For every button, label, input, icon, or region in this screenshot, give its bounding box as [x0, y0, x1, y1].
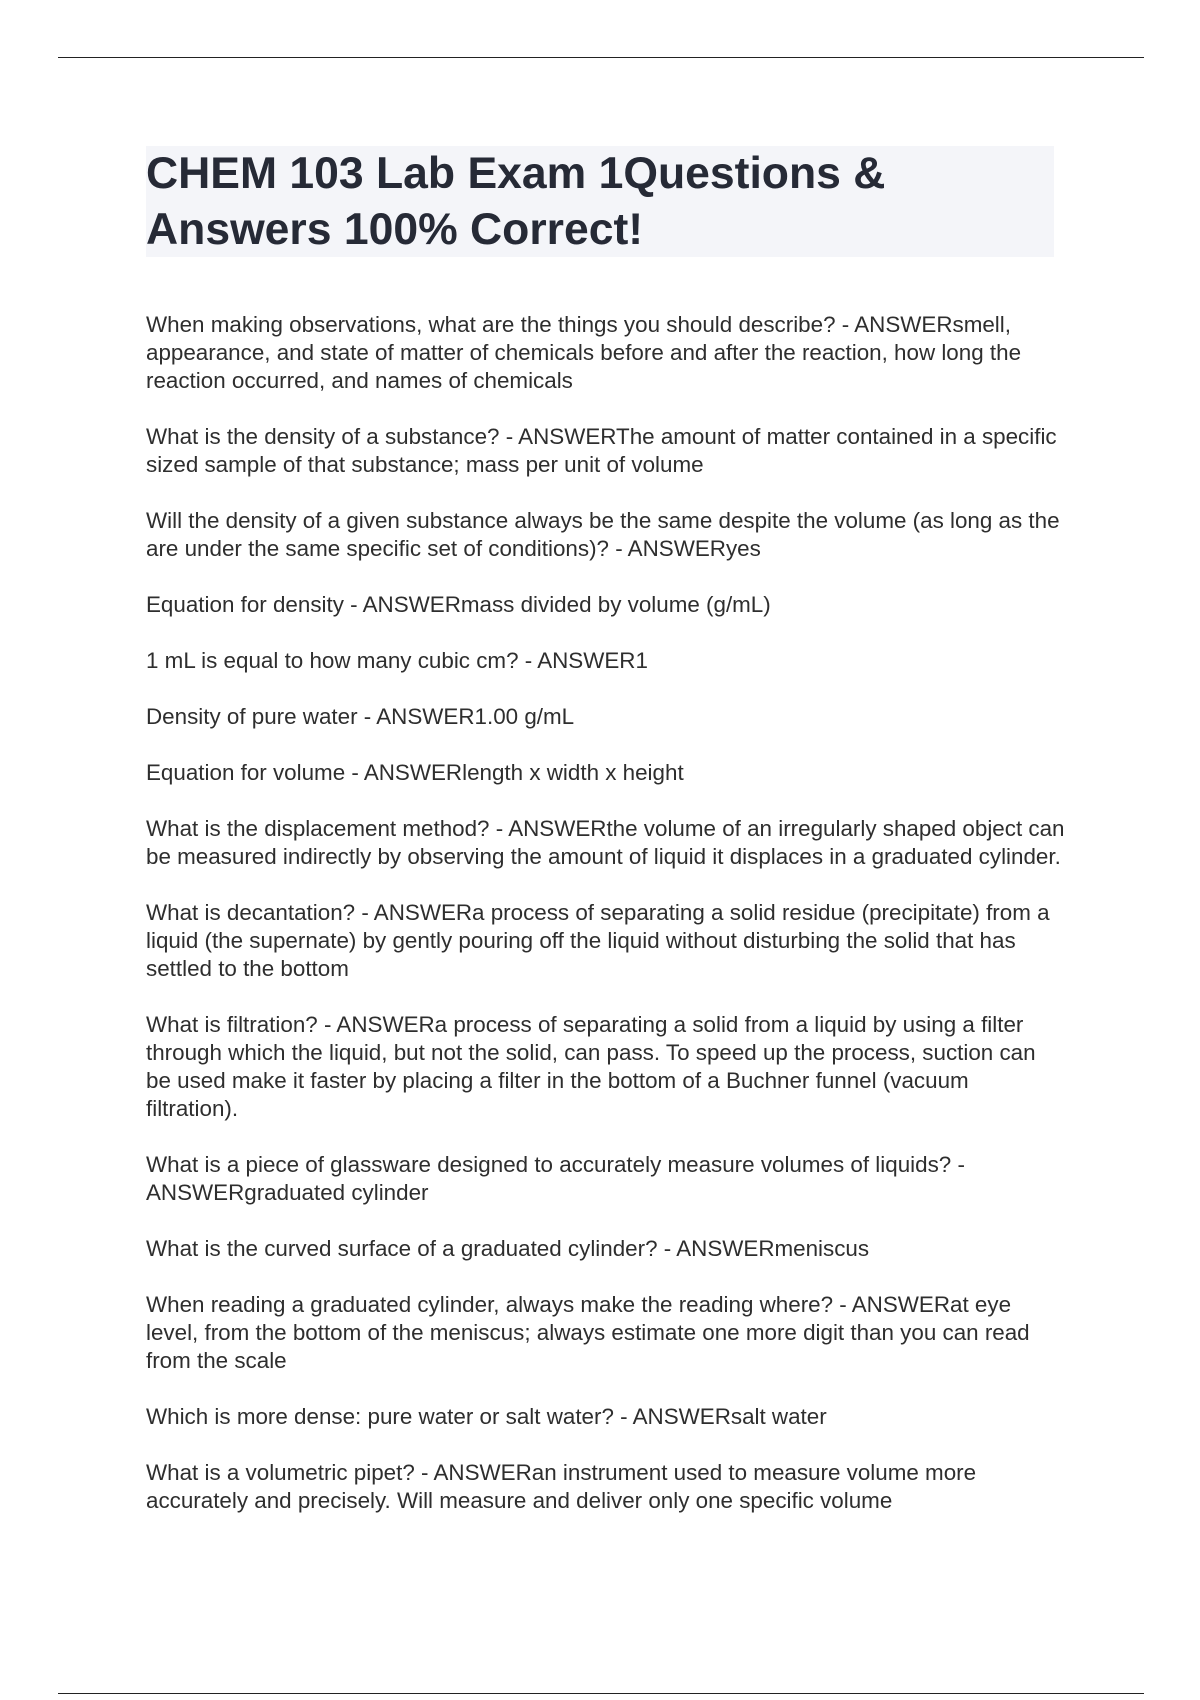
question-text: What is a volumetric pipet? -: [146, 1460, 429, 1485]
answer-text: ANSWERgraduated cylinder: [146, 1180, 429, 1205]
question-text: Which is more dense: pure water or salt water? -: [146, 1404, 628, 1429]
answer-text: ANSWERThe amount of matter contained in a specific sized sample of that substance; mass per unit of volume: [146, 424, 1057, 477]
question-text: What is the density of a substance? -: [146, 424, 514, 449]
question-text: Will the density of a given substance always be the same despite the volume (as long as the are under the same specific set of conditions)? -: [146, 508, 1060, 561]
question-text: Equation for volume -: [146, 760, 359, 785]
qa-list: [146, 311, 1066, 1543]
answer-text: ANSWERsmell, appearance, and state of matter of chemicals before and after the reaction, how long the reaction occurred, and names of chemicals: [146, 312, 1022, 393]
title-block: [146, 146, 1054, 257]
qa-item: [146, 507, 1066, 563]
question-text: Equation for density -: [146, 592, 358, 617]
qa-item: [146, 1403, 1066, 1431]
qa-item: [146, 1459, 1066, 1515]
answer-text: ANSWERsalt water: [632, 1404, 827, 1429]
answer-text: ANSWERmass divided by volume (g/mL): [362, 592, 771, 617]
bottom-divider: [58, 1693, 1144, 1694]
question-text: What is decantation? -: [146, 900, 369, 925]
question-text: 1 mL is equal to how many cubic cm? -: [146, 648, 533, 673]
answer-text: ANSWERthe volume of an irregularly shaped object can be measured indirectly by observing the amount of liquid it displaces in a graduated cylinder.: [146, 816, 1065, 869]
answer-text: ANSWERat eye level, from the bottom of the meniscus; always estimate one more digit than you can read from the scale: [146, 1292, 1030, 1373]
qa-item: [146, 311, 1066, 395]
top-divider: [58, 57, 1144, 58]
answer-text: ANSWERyes: [627, 536, 761, 561]
question-text: Density of pure water -: [146, 704, 372, 729]
question-text: What is the curved surface of a graduated cylinder? -: [146, 1236, 672, 1261]
answer-text: ANSWERlength x width x height: [363, 760, 684, 785]
question-text: What is the displacement method? -: [146, 816, 504, 841]
page-title: CHEM 103 Lab Exam 1Questions & Answers 100% Correct!: [146, 149, 886, 254]
qa-item: [146, 1151, 1066, 1207]
question-text: When making observations, what are the things you should describe? -: [146, 312, 850, 337]
answer-text: ANSWER1: [537, 648, 648, 673]
question-text: What is filtration? -: [146, 1012, 332, 1037]
qa-item: [146, 899, 1066, 983]
answer-text: ANSWER1.00 g/mL: [376, 704, 575, 729]
qa-item: [146, 591, 1066, 619]
qa-item: [146, 647, 1066, 675]
qa-item: [146, 1235, 1066, 1263]
question-text: What is a piece of glassware designed to accurately measure volumes of liquids? -: [146, 1152, 965, 1177]
answer-text: ANSWERan instrument used to measure volume more accurately and precisely. Will measure and deliver only one specific volume: [146, 1460, 977, 1513]
qa-item: [146, 815, 1066, 871]
qa-item: [146, 703, 1066, 731]
qa-item: [146, 1011, 1066, 1123]
qa-item: [146, 423, 1066, 479]
qa-item: [146, 1291, 1066, 1375]
answer-text: ANSWERa process of separating a solid from a liquid by using a filter through which the liquid, but not the solid, can pass. To speed up the process, suction can be used make it faster by placing a filter in the bottom of a Buchner funnel (vacuum filtration).: [146, 1012, 1036, 1121]
answer-text: ANSWERa process of separating a solid residue (precipitate) from a liquid (the supernate) by gently pouring off the liquid without disturbing the solid that has settled to the bottom: [146, 900, 1050, 981]
answer-text: ANSWERmeniscus: [676, 1236, 870, 1261]
qa-item: [146, 759, 1066, 787]
question-text: When reading a graduated cylinder, always make the reading where? -: [146, 1292, 847, 1317]
